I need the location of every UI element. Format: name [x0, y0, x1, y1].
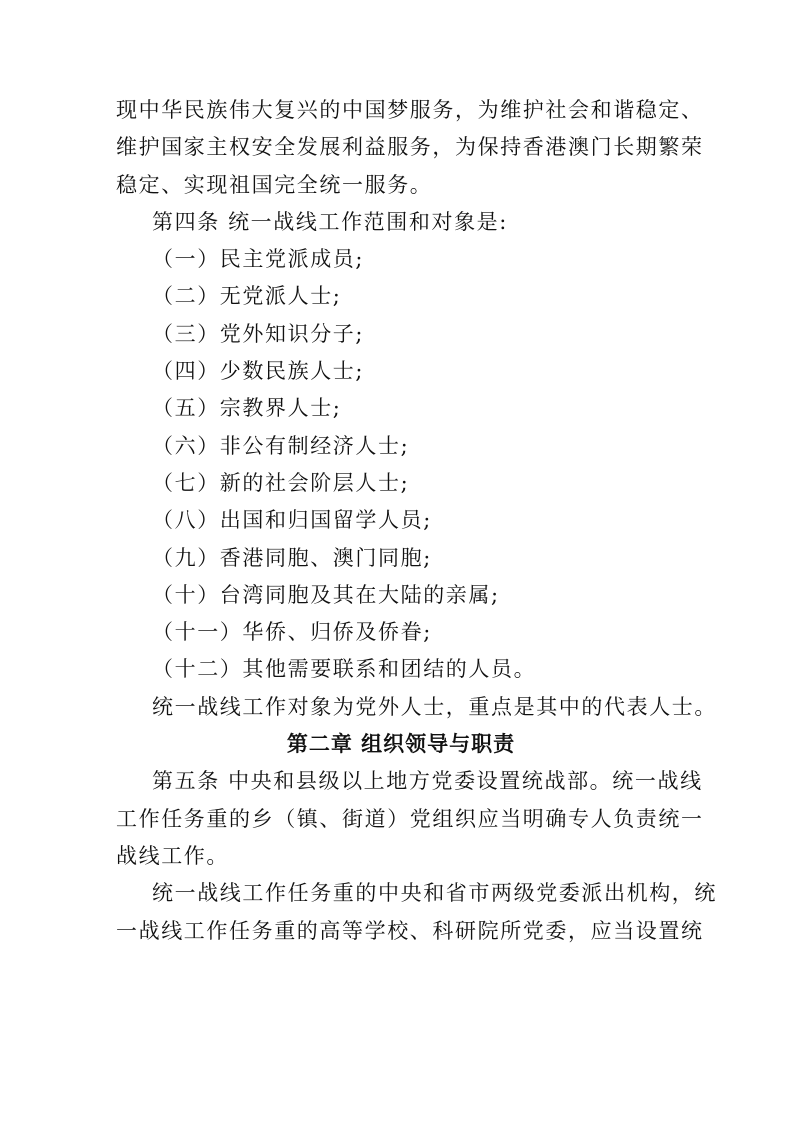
- list-item: （十）台湾同胞及其在大陆的亲属;: [152, 582, 500, 607]
- text-line: 战线工作。: [116, 843, 229, 868]
- list-item: （六）非公有制经济人士;: [152, 433, 410, 458]
- list-item: （五）宗教界人士;: [152, 396, 342, 421]
- text-line: 统一战线工作任务重的中央和省市两级党委派出机构，统: [152, 881, 717, 906]
- text-line: 维护国家主权安全发展利益服务，为保持香港澳门长期繁荣: [116, 135, 704, 160]
- list-item: （十二）其他需要联系和团结的人员。: [152, 657, 537, 682]
- list-item: （八）出国和归国留学人员;: [152, 508, 432, 533]
- list-item: （七）新的社会阶层人士;: [152, 470, 410, 495]
- text-line: 稳定、实现祖国完全统一服务。: [116, 172, 433, 197]
- chapter-heading: 第二章 组织领导与职责: [286, 732, 516, 757]
- list-item: （九）香港同胞、澳门同胞;: [152, 545, 432, 570]
- text-line: 现中华民族伟大复兴的中国梦服务，为维护社会和谐稳定、: [116, 98, 704, 122]
- text-line: 工作任务重的乡（镇、街道）党组织应当明确专人负责统一: [116, 806, 704, 831]
- list-item: （一）民主党派成员;: [152, 247, 365, 272]
- summary-line: 统一战线工作对象为党外人士，重点是其中的代表人士。: [152, 694, 717, 719]
- list-item: （二）无党派人士;: [152, 284, 342, 309]
- article-4-heading: 第四条 统一战线工作范围和对象是:: [152, 209, 508, 234]
- list-item: （三）党外知识分子;: [152, 321, 365, 346]
- text-line: 一战线工作任务重的高等学校、科研院所党委，应当设置统: [116, 918, 704, 943]
- list-item: （四）少数民族人士;: [152, 359, 365, 384]
- list-item: （十一）华侨、归侨及侨眷;: [152, 620, 432, 645]
- body-text: [116, 92, 717, 950]
- text-line: 第五条 中央和县级以上地方党委设置统战部。统一战线: [152, 769, 703, 794]
